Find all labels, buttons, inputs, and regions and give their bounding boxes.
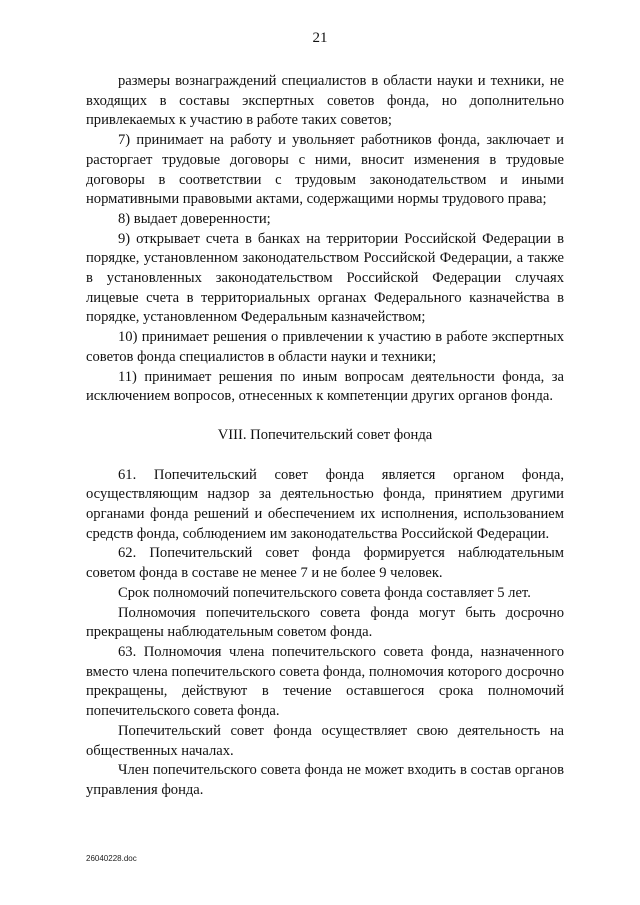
paragraph-63: 63. Полномочия члена попечительского совета фонда, назначенного вместо члена попечительского совета фонда, полномочия которого досрочно прекращены, действуют в течение оставшегося срока полномочий попечительского совета фонда. xyxy=(86,643,564,720)
paragraph-early-termination: Полномочия попечительского совета фонда могут быть досрочно прекращены наблюдательным советом фонда. xyxy=(86,604,564,641)
paragraph-61: 61. Попечительский совет фонда является органом фонда, осуществляющим надзор за деятельностью фонда, принятием другими органами фонда решений и обеспечением их исполнения, использованием средств фонда, соблюдением им законодательства Российской Федерации. xyxy=(86,466,564,542)
paragraph-item-7: 7) принимает на работу и увольняет работников фонда, заключает и расторгает трудовые договоры с ними, вносит изменения в трудовые договоры в соответствии с трудовым законодательством и иными нормативными правовыми актами, содержащими нормы трудового права; xyxy=(86,132,564,208)
paragraph-62: 62. Попечительский совет фонда формируется наблюдательным советом фонда в составе не менее 7 и не более 9 человек. xyxy=(86,545,564,582)
paragraph-membership-restriction: Член попечительского совета фонда не может входить в состав органов управления фонда. xyxy=(86,762,564,798)
paragraph-item-9: 9) открывает счета в банках на территории Российской Федерации в порядке, установленном законодательством Российской Федерации, а также в установленных законодательством Российской Федерации случаях лицевые счета в территориальных органах Федерального казначейства в порядке, установленном Федеральным казначейством; xyxy=(86,230,564,326)
paragraph-item-10: 10) принимает решения о привлечении к участию в работе экспертных советов фонда специалистов в области науки и техники; xyxy=(86,329,564,365)
paragraph-voluntary-basis: Попечительский совет фонда осуществляет свою деятельность на общественных началах. xyxy=(86,722,564,759)
paragraph-remuneration-continuation: размеры вознаграждений специалистов в области науки и техники, не входящих в составы экспертных советов фонда, но дополнительно привлекаемых к участию в работе таких советов; xyxy=(86,73,564,129)
page-number: 21 xyxy=(312,30,328,46)
paragraph-item-8: 8) выдает доверенности; xyxy=(118,210,271,227)
paragraph-item-11: 11) принимает решения по иным вопросам деятельности фонда, за исключением вопросов, отнесенных к компетенции других органов фонда. xyxy=(86,368,564,405)
document-body xyxy=(86,72,564,801)
section-heading: VIII. Попечительский совет фонда xyxy=(217,426,433,443)
footer-filename: 26040228.doc xyxy=(86,854,137,863)
paragraph-term: Срок полномочий попечительского совета фонда составляет 5 лет. xyxy=(118,584,531,601)
